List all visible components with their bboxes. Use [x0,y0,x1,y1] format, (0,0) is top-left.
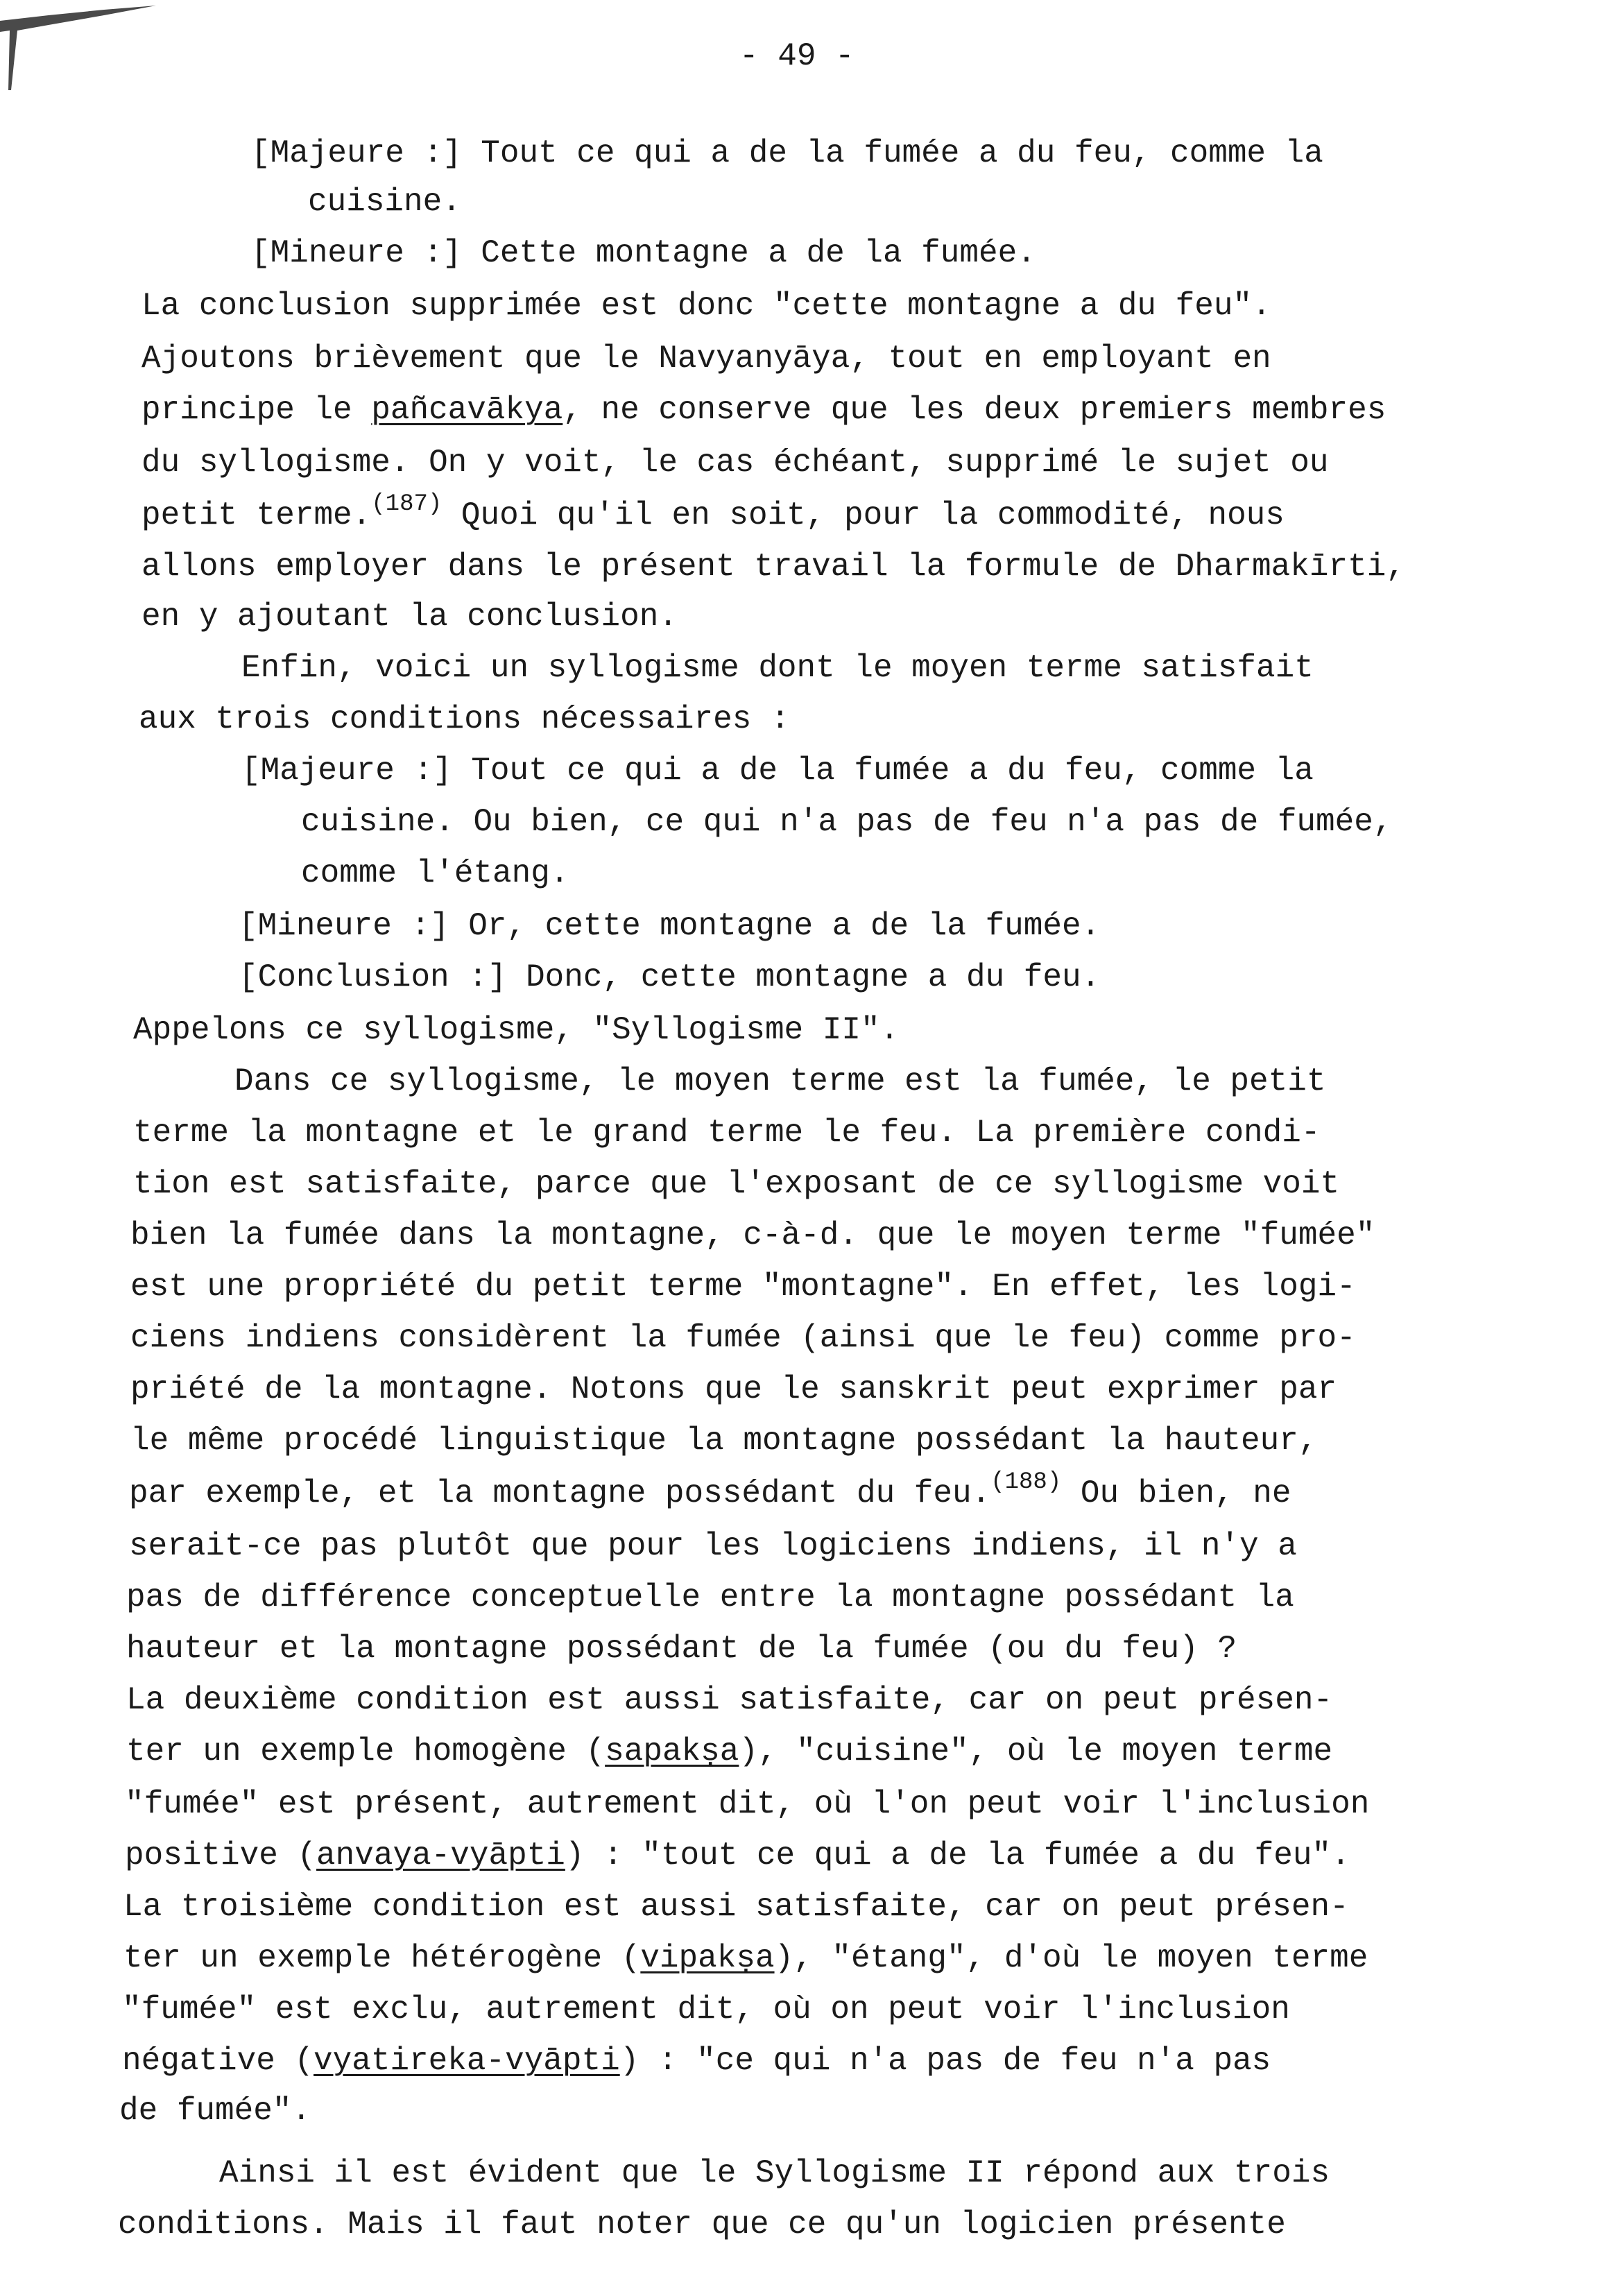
text-run: conditions. Mais il faut noter que ce qu'un logicien présente [118,2207,1286,2243]
text-line [141,447,1328,479]
text-line [241,652,1314,684]
text-line [126,1633,1237,1665]
text-line [239,910,1100,942]
text-run: La conclusion supprimée est donc "cette montagne a du feu". [141,288,1271,324]
text-run: hauteur et la montagne possédant de la fumée (ou du feu) ? [126,1631,1237,1667]
text-line [125,1788,1369,1820]
text-line [301,857,569,889]
text-line [141,394,1386,426]
text-run: [Majeure :] Tout ce qui a de la fumée a du feu, comme la [251,135,1323,171]
text-line [126,1733,1333,1770]
text-line [141,601,678,633]
scan-corner-mark [0,0,160,104]
sanskrit-term: pañcavākya [371,392,563,428]
text-line [118,2209,1286,2241]
text-line [130,1271,1356,1303]
text-run: Enfin, voici un syllogisme dont le moyen terme satisfait [241,650,1314,686]
text-run: serait-ce pas plutôt que pour les logiciens indiens, il n'y a [129,1528,1297,1564]
text-run: ) : "tout ce qui a de la fumée a du feu". [565,1837,1350,1874]
text-run: ter un exemple hétérogène ( [123,1940,641,1976]
text-run: La troisième condition est aussi satisfaite, car on peut présen- [123,1889,1349,1925]
text-line [133,1117,1320,1149]
sanskrit-term: vipakṣa [640,1940,775,1976]
text-run: terme la montagne et le grand terme le feu. La première condi- [133,1115,1321,1151]
text-line [130,1373,1337,1405]
footnote-ref: (188) [990,1469,1062,1496]
text-line [123,1891,1349,1923]
text-line [129,1530,1297,1562]
text-run: [Mineure :] Cette montagne a de la fumée. [251,235,1036,271]
text-line [126,1579,1294,1616]
text-line [251,237,1036,269]
text-line [133,1014,899,1046]
text-run: [Conclusion :] Donc, cette montagne a du feu. [239,959,1101,995]
text-run: "fumée" est présent, autrement dit, où l'on peut voir l'inclusion [125,1786,1370,1822]
text-run: , ne conserve que les deux premiers membres [563,392,1386,428]
text-run: allons employer dans le présent travail la formule de Dharmakīrti, [141,549,1405,585]
text-run: Appelons ce syllogisme, "Syllogisme II". [133,1012,900,1048]
text-run: ), "étang", d'où le moyen terme [774,1940,1368,1976]
footnote-ref: (187) [371,491,443,517]
sanskrit-term: vyatireka-vyāpti [314,2043,620,2079]
text-line [141,290,1271,322]
text-run: ter un exemple homogène ( [126,1733,606,1770]
text-run: bien la fumée dans la montagne, c-à-d. que le moyen terme "fumée" [130,1217,1375,1253]
text-run: de fumée". [119,2093,311,2129]
text-line [308,186,461,218]
sanskrit-term: sapakṣa [605,1733,739,1770]
text-line [139,703,790,735]
text-run: priété de la montagne. Notons que le sanskrit peut exprimer par [130,1371,1337,1407]
text-run: cuisine. Ou bien, ce qui n'a pas de feu n'a pas de fumée, [301,804,1393,840]
text-line [241,755,1314,787]
text-line [234,1065,1325,1097]
text-line [141,551,1405,583]
text-run: positive ( [125,1837,317,1874]
text-run: [Majeure :] Tout ce qui a de la fumée a du feu, comme la [241,753,1314,789]
text-line [130,1322,1356,1354]
sanskrit-term: anvaya-vyāpti [316,1837,565,1874]
text-run: aux trois conditions nécessaires : [139,701,790,737]
text-run: pas de différence conceptuelle entre la montagne possédant la [126,1579,1294,1616]
text-run: en y ajoutant la conclusion. [141,599,678,635]
text-run: ) : "ce qui n'a pas de feu n'a pas [619,2043,1271,2079]
text-run: Ou bien, ne [1061,1475,1291,1511]
text-line [122,1991,1290,2028]
text-run: "fumée" est exclu, autrement dit, où on peut voir l'inclusion [122,1991,1290,2028]
text-line [129,1469,1291,1511]
text-line [141,343,1271,375]
text-run: ciens indiens considèrent la fumée (ainsi que le feu) comme pro- [130,1320,1356,1356]
text-run: principe le [141,392,372,428]
text-run: par exemple, et la montagne possédant du feu. [129,1475,991,1511]
text-run: Quoi qu'il en soit, pour la commodité, nous [442,497,1285,533]
text-run: tion est satisfaite, parce que l'exposant de ce syllogisme voit [133,1166,1340,1202]
text-line [133,1168,1339,1200]
text-run: négative ( [122,2043,314,2079]
text-run: comme l'étang. [301,855,569,891]
text-run: le même procédé linguistique la montagne possédant la hauteur, [130,1423,1318,1459]
text-run: est une propriété du petit terme "montagne". En effet, les logi- [130,1269,1356,1305]
text-line [122,2045,1271,2077]
text-run: Ainsi il est évident que le Syllogisme II répond aux trois [219,2155,1330,2191]
text-run: [Mineure :] Or, cette montagne a de la fumée. [239,908,1101,944]
text-line [251,137,1323,169]
text-line [301,806,1392,838]
text-run: cuisine. [308,184,461,220]
text-run: du syllogisme. On y voit, le cas échéant, supprimé le sujet ou [141,445,1329,481]
text-line [130,1219,1375,1251]
text-line [126,1684,1332,1716]
text-line [123,1942,1368,1974]
text-line [125,1837,1350,1874]
text-run: Dans ce syllogisme, le moyen terme est la fumée, le petit [234,1063,1326,1099]
text-run: petit terme. [141,497,372,533]
text-line [141,491,1285,533]
text-run: Ajoutons brièvement que le Navyanyāya, tout en employant en [141,341,1271,377]
text-line [119,2095,311,2127]
text-run: ), "cuisine", où le moyen terme [739,1733,1333,1770]
page-number: - 49 - [739,38,855,74]
text-line [130,1425,1317,1457]
text-run: La deuxième condition est aussi satisfaite, car on peut présen- [126,1682,1333,1718]
text-line [239,961,1100,993]
text-line [219,2157,1330,2189]
